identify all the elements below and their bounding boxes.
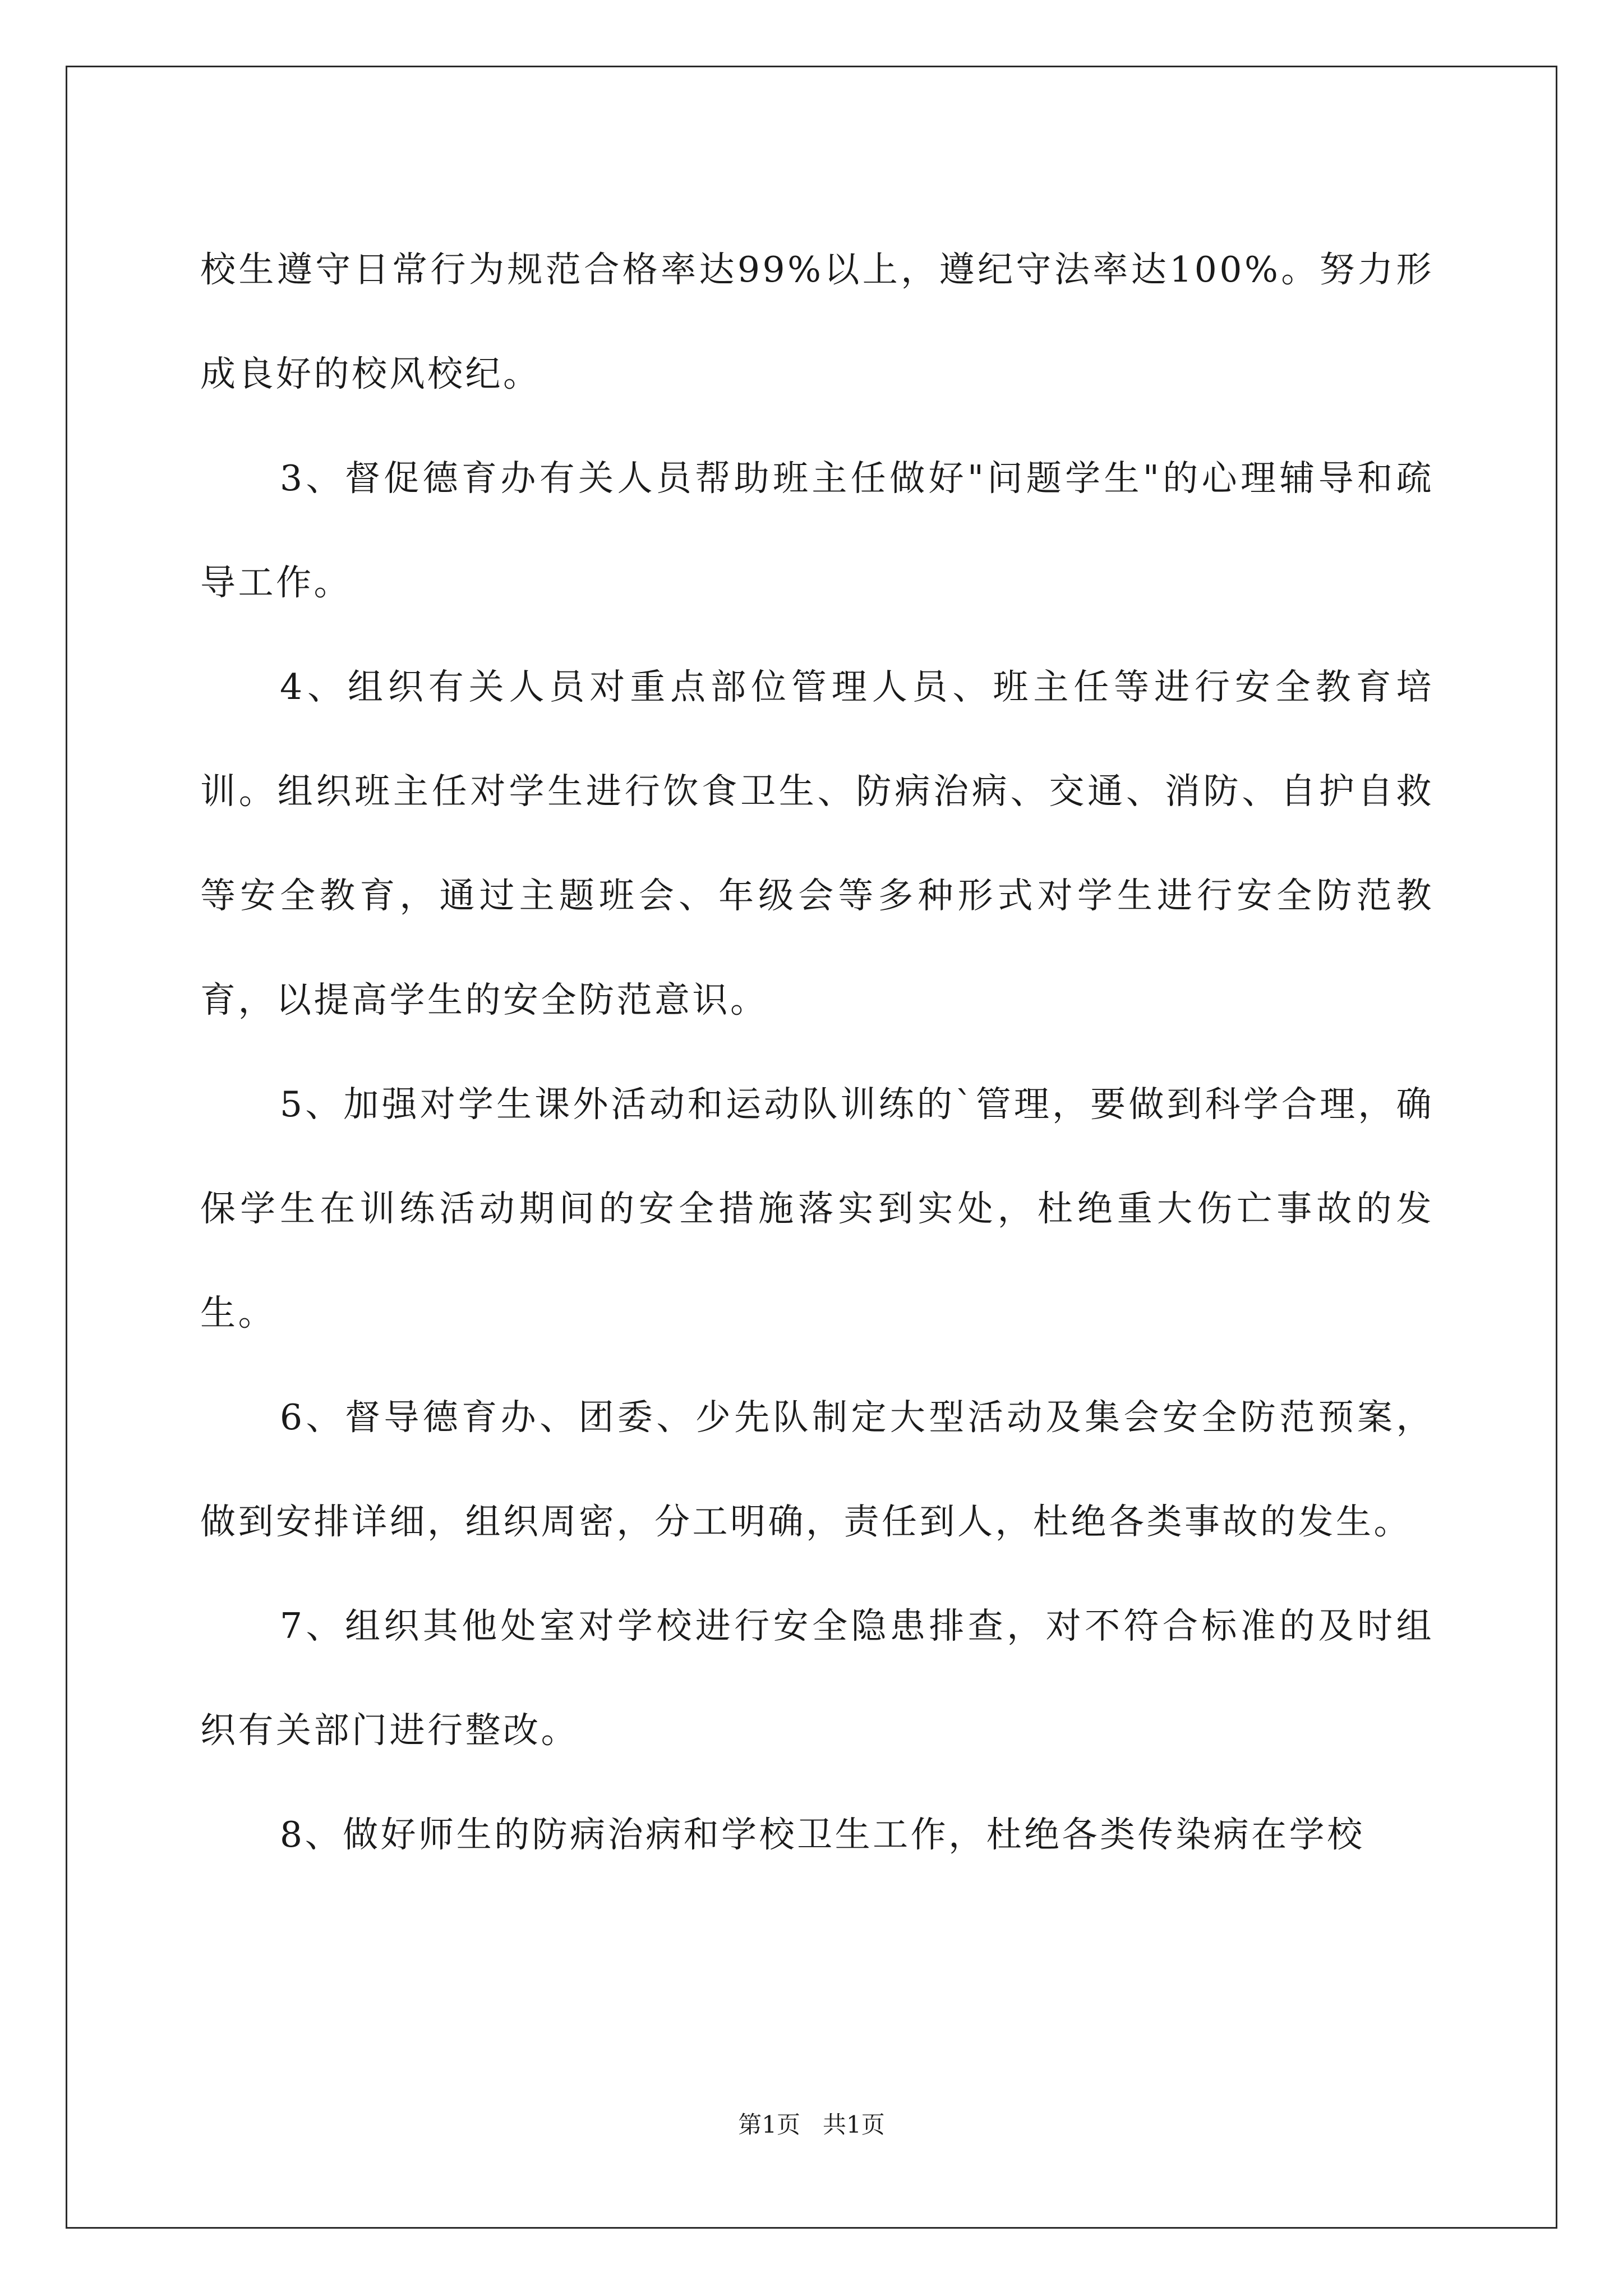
paragraph: 3、督促德育办有关人员帮助班主任做好"问题学生"的心理辅导和疏导工作。 — [200, 458, 1434, 603]
paragraph: 5、加强对学生课外活动和运动队训练的`管理，要做到科学合理，确保学生在训练活动期间的安全措施落实到实处，杜绝重大伤亡事故的发生。 — [200, 1084, 1434, 1333]
paragraph: 6、督导德育办、团委、少先队制定大型活动及集会安全防范预案，做到安排详细，组织周密，分工明确，责任到人，杜绝各类事故的发生。 — [200, 1397, 1434, 1542]
paragraph: 8、做好师生的防病治病和学校卫生工作，杜绝各类传染病在学校 — [280, 1814, 1365, 1855]
paragraph: 校生遵守日常行为规范合格率达99%以上，遵纪守法率达100%。努力形成良好的校风校纪。 — [200, 249, 1434, 394]
document-body — [200, 218, 1434, 1887]
paragraph: 4、组织有关人员对重点部位管理人员、班主任等进行安全教育培训。组织班主任对学生进行饮食卫生、防病治病、交通、消防、自护自救等安全教育，通过主题班会、年级会等多种形式对学生进行安全防范教育，以提高学生的安全防范意识。 — [200, 666, 1434, 1020]
page-number: 第1页 — [738, 2111, 800, 2138]
paragraph: 7、组织其他处室对学校进行安全隐患排查，对不符合标准的及时组织有关部门进行整改。 — [200, 1605, 1434, 1751]
page-total: 共1页 — [823, 2111, 885, 2138]
page-footer — [0, 2111, 1623, 2139]
